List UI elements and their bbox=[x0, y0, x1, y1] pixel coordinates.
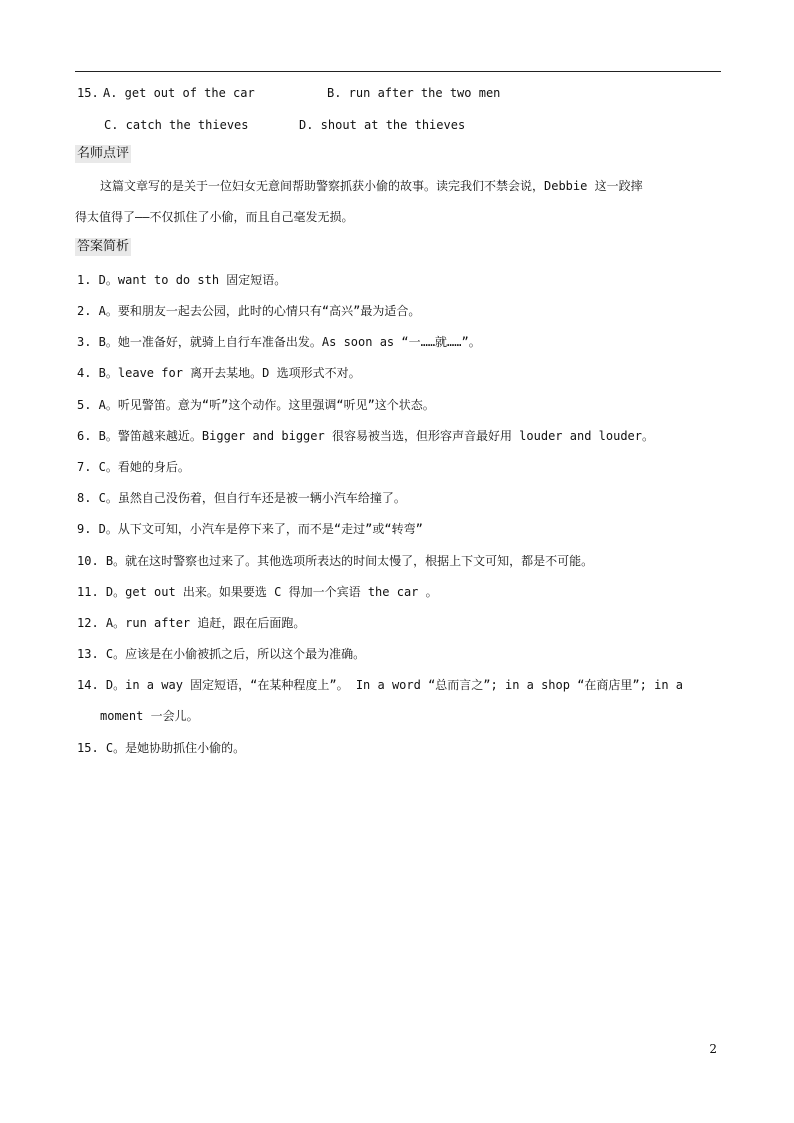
teacher-comment-line-2: 得太值得了——不仅抓住了小偷，而且自己毫发无损。 bbox=[75, 210, 354, 224]
answer-item: 11. D。get out 出来。如果要选 C 得加一个宾语 the car 。 bbox=[77, 585, 438, 599]
page-number: 2 bbox=[709, 1042, 717, 1056]
answer-item: 1. D。want to do sth 固定短语。 bbox=[77, 273, 287, 287]
header-rule bbox=[75, 71, 721, 72]
answer-item: 2. A。要和朋友一起去公园，此时的心情只有“高兴”最为适合。 bbox=[77, 304, 421, 318]
answer-item: 5. A。听见警笛。意为“听”这个动作。这里强调“听见”这个状态。 bbox=[77, 398, 435, 412]
question-15-option-a: A. get out of the car bbox=[103, 86, 255, 100]
question-15-option-c: C. catch the thieves bbox=[104, 118, 249, 132]
answer-item: 15. C。是她协助抓住小偷的。 bbox=[77, 741, 246, 755]
answer-item: 6. B。警笛越来越近。Bigger and bigger 很容易被当选，但形容声音最好用 louder and louder。 bbox=[77, 429, 654, 443]
answers-heading: 答案简析 bbox=[77, 239, 130, 254]
answer-item: 9. D。从下文可知，小汽车是停下来了，而不是“走过”或“转弯” bbox=[77, 522, 423, 536]
answer-item: 12. A。run after 追赶，跟在后面跑。 bbox=[77, 616, 306, 630]
answer-item: 3. B。她一准备好，就骑上自行车准备出发。As soon as “一……就……”。 bbox=[77, 335, 481, 349]
answer-item: 14. D。in a way 固定短语，“在某种程度上”。 In a word “总而言之”; in a shop “在商店里”; in a bbox=[77, 678, 684, 692]
teacher-comment-line-1: 这篇文章写的是关于一位妇女无意间帮助警察抓获小偷的故事。读完我们不禁会说，Debbie 这一跤摔 bbox=[100, 179, 643, 193]
answer-item: 13. C。应该是在小偷被抓之后，所以这个最为准确。 bbox=[77, 647, 366, 661]
question-15-option-d: D. shout at the thieves bbox=[299, 118, 466, 132]
answer-item: 10. B。就在这时警察也过来了。其他选项所表达的时间太慢了，根据上下文可知，都是不可能。 bbox=[77, 554, 594, 568]
answer-item: 8. C。虽然自己没伤着，但自行车还是被一辆小汽车给撞了。 bbox=[77, 491, 406, 505]
answer-item-continuation: moment 一会儿。 bbox=[100, 709, 199, 723]
question-15-option-b: B. run after the two men bbox=[327, 86, 501, 100]
question-15-number: 15. bbox=[77, 86, 99, 100]
answer-item: 4. B。leave for 离开去某地。D 选项形式不对。 bbox=[77, 366, 361, 380]
teacher-comment-heading: 名师点评 bbox=[77, 146, 130, 161]
answer-item: 7. C。看她的身后。 bbox=[77, 460, 190, 474]
